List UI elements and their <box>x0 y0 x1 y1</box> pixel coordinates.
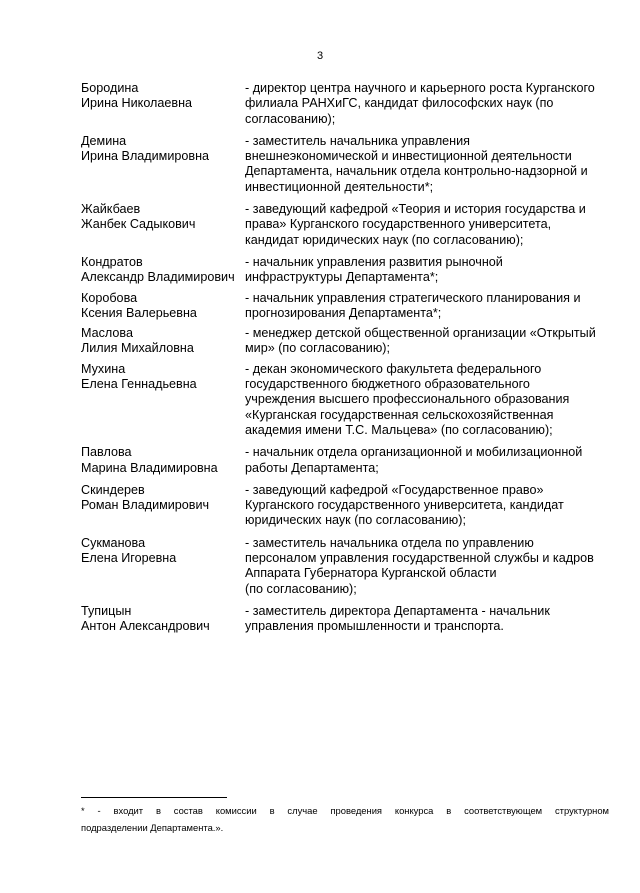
member-name <box>81 134 245 195</box>
page-number: 3 <box>316 50 324 62</box>
member-name <box>81 255 245 286</box>
member-given-names: Ирина Николаевна <box>81 96 193 111</box>
position-line: - начальник управления развития рыночной <box>245 254 503 269</box>
member-position <box>245 483 611 529</box>
position-line: «Курганская государственная сельскохозяйственная <box>245 407 554 422</box>
position-line: внешнеэкономической и инвестиционной деятельности <box>245 149 572 164</box>
member-row <box>81 134 611 195</box>
position-line: - начальник отдела организационной и мобилизационной <box>245 445 583 460</box>
position-line: мир» (по согласованию); <box>245 341 390 356</box>
position-line: государственного бюджетного образовательного <box>245 377 530 392</box>
position-line: - начальник управления стратегического планирования и <box>245 290 581 305</box>
member-position <box>245 604 611 635</box>
position-line: Аппарата Губернатора Курганской области <box>245 566 497 581</box>
member-row <box>81 445 611 476</box>
position-line: кандидат юридических наук (по согласованию); <box>245 232 524 247</box>
member-surname: Мухина <box>81 361 126 376</box>
position-line: работы Департамента; <box>245 460 379 475</box>
member-name <box>81 202 245 248</box>
member-position <box>245 81 611 127</box>
commission-member-list <box>81 81 611 635</box>
member-position <box>245 134 611 195</box>
member-given-names: Елена Игоревна <box>81 551 177 566</box>
member-name <box>81 536 245 597</box>
member-surname: Коробова <box>81 290 138 305</box>
member-surname: Жайкбаев <box>81 202 141 217</box>
position-line: инвестиционной деятельности*; <box>245 179 434 194</box>
member-given-names: Лилия Михайловна <box>81 341 194 356</box>
member-name <box>81 483 245 529</box>
member-row <box>81 326 611 357</box>
member-name <box>81 362 245 438</box>
member-position <box>245 362 611 438</box>
member-row <box>81 202 611 248</box>
member-surname: Тупицын <box>81 603 132 618</box>
position-line: (по согласованию); <box>245 581 357 596</box>
member-position <box>245 202 611 248</box>
member-name <box>81 326 245 357</box>
position-line: - менеджер детской общественной организации «Открытый <box>245 326 596 341</box>
position-line: филиала РАНХиГС, кандидат философских наук (по <box>245 96 554 111</box>
position-line: прогнозирования Департамента*; <box>245 305 442 320</box>
member-row <box>81 291 611 322</box>
position-line: - заведующий кафедрой «Теория и история государства и <box>245 202 586 217</box>
position-line: Департамента, начальник отдела контрольно-надзорной и <box>245 164 588 179</box>
member-position <box>245 536 611 597</box>
position-line: учреждения высшего профессионального образования <box>245 392 570 407</box>
member-row <box>81 604 611 635</box>
member-position <box>245 291 611 322</box>
position-line: инфраструктуры Департамента*; <box>245 270 439 285</box>
member-surname: Скиндерев <box>81 482 145 497</box>
footnote-separator <box>81 797 227 798</box>
member-surname: Кондратов <box>81 254 143 269</box>
member-row <box>81 536 611 597</box>
footnote-text-line: * - входит в состав комиссии в случае проведения конкурса в соответствующем структурном <box>81 805 609 816</box>
position-line: - заместитель директора Департамента - начальник <box>245 603 550 618</box>
member-row <box>81 483 611 529</box>
member-given-names: Ирина Владимировна <box>81 149 210 164</box>
member-name <box>81 445 245 476</box>
position-line: персоналом управления государственной службы и кадров <box>245 551 594 566</box>
member-name <box>81 604 245 635</box>
member-position <box>245 255 611 286</box>
member-surname: Бородина <box>81 81 139 95</box>
position-line: права» Курганского государственного университета, <box>245 217 552 232</box>
member-position <box>245 326 611 357</box>
position-line: Курганского государственного университета, кандидат <box>245 498 564 513</box>
member-row <box>81 362 611 438</box>
position-line: - заместитель начальника управления <box>245 133 470 148</box>
member-position <box>245 445 611 476</box>
member-given-names: Елена Геннадьевна <box>81 377 197 392</box>
member-given-names: Антон Александрович <box>81 619 210 634</box>
member-given-names: Ксения Валерьевна <box>81 305 197 320</box>
member-given-names: Марина Владимировна <box>81 460 218 475</box>
member-given-names: Жанбек Садыкович <box>81 217 196 232</box>
position-line: управления промышленности и транспорта. <box>245 619 504 634</box>
footnote-text-line: подразделении Департамента.». <box>81 822 224 833</box>
member-name <box>81 291 245 322</box>
member-surname: Маслова <box>81 326 133 341</box>
member-given-names: Роман Владимирович <box>81 498 210 513</box>
position-line: - заведующий кафедрой «Государственное право» <box>245 482 544 497</box>
position-line: согласованию); <box>245 111 336 126</box>
member-surname: Демина <box>81 133 127 148</box>
member-name <box>81 81 245 127</box>
position-line: академия имени Т.С. Мальцева» (по согласованию); <box>245 422 553 437</box>
member-given-names: Александр Владимирович <box>81 270 235 285</box>
member-row <box>81 255 611 286</box>
position-line: юридических наук (по согласованию); <box>245 513 466 528</box>
position-line: - декан экономического факультета федерального <box>245 361 542 376</box>
member-surname: Сукманова <box>81 535 146 550</box>
footnote <box>81 802 609 836</box>
position-line: - заместитель начальника отдела по управлению <box>245 535 534 550</box>
member-surname: Павлова <box>81 445 132 460</box>
position-line: - директор центра научного и карьерного роста Курганского <box>245 81 595 95</box>
member-row <box>81 81 611 127</box>
